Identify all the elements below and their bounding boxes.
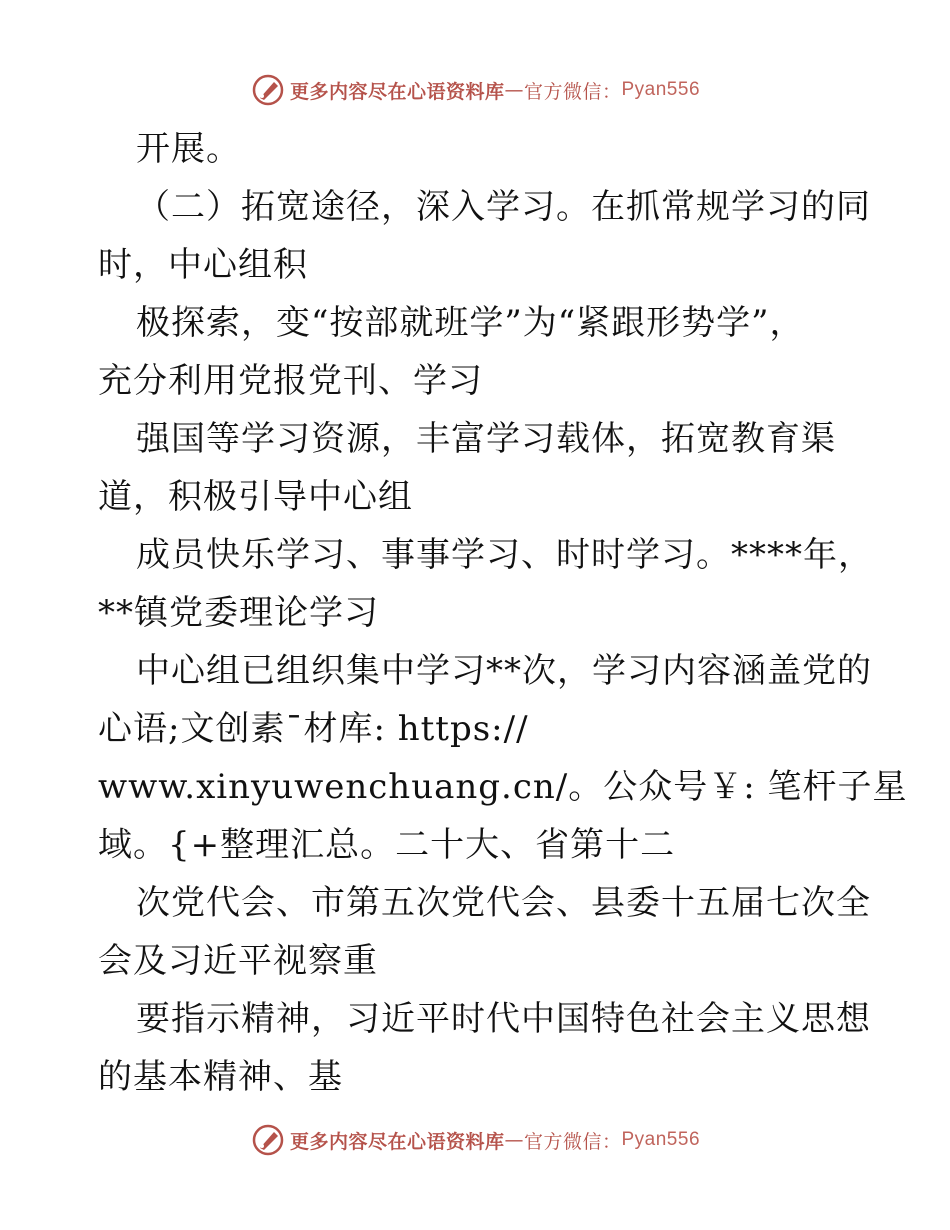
text-line: 道，积极引导中心组 [98,477,413,517]
banner-site-text: 更多内容尽在心语资料库 [289,1130,505,1153]
footer-banner [0,1120,950,1160]
pen-logo-icon [250,1122,286,1158]
text-line: **镇党委理论学习 [98,593,379,633]
text-line: （二）拓宽途径，深入学习。在抓常规学习的同 [136,187,871,227]
text-line: 要指示精神，习近平时代中国特色社会主义思想 [136,999,871,1039]
banner-wechat-id: Pyan556 [621,79,701,100]
text-line: 时，中心组积 [98,245,308,285]
banner-site-text: 更多内容尽在心语资料库 [289,80,505,103]
banner-dash: — [504,1129,524,1151]
text-line: www.xinyuwenchuang.cn/。公众号￥: 笔杆子星 [98,767,908,807]
banner-wechat-label: 官方微信： [523,1130,622,1153]
text-line: 成员快乐学习、事事学习、时时学习。****年， [136,535,873,575]
text-line: 心语;文创素¯材库: https:// [98,709,529,749]
header-banner [0,70,950,110]
text-line: 开展。 [136,129,241,169]
text-line: 中心组已组织集中学习**次，学习内容涵盖党的 [136,651,872,691]
banner-dash: — [504,79,524,101]
text-line: 强国等学习资源，丰富学习载体，拓宽教育渠 [136,419,836,459]
text-line: 的基本精神、基 [98,1057,343,1097]
pen-logo-icon [250,72,286,108]
text-line: 域。{+整理汇总。二十大、省第十二 [98,825,676,865]
text-line: 极探索，变“按部就班学”为“紧跟形势学”， [136,303,805,343]
text-line: 次党代会、市第五次党代会、县委十五届七次全 [136,883,871,923]
banner-wechat-label: 官方微信： [523,80,622,103]
text-line: 会及习近平视察重 [98,941,378,981]
text-line: 充分利用党报党刊、学习 [98,361,483,401]
banner-wechat-id: Pyan556 [621,1129,701,1150]
